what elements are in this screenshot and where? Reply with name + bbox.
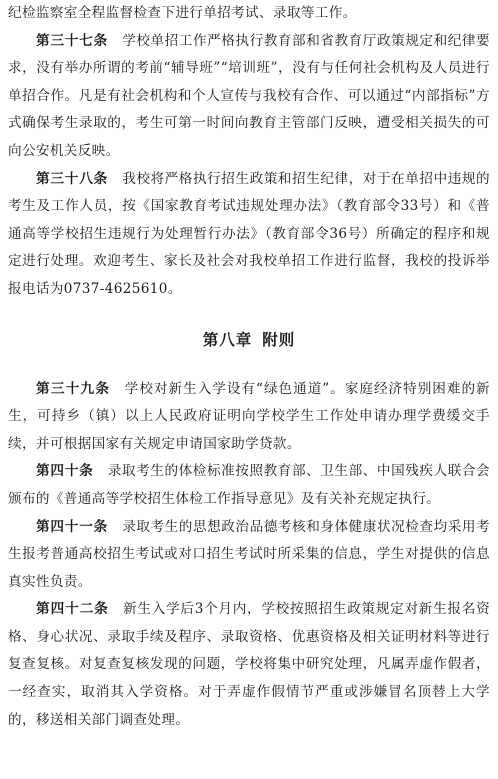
article-number: 第三十八条 <box>36 170 109 187</box>
article-number: 第四十二条 <box>36 601 109 618</box>
article-text: 新生入学后3个月内，学校按照招生政策规定对新生报名资格、身心状况、录取手续及程序、录取资格、优惠资格及相关证明材料等进行复查复核。对复查复核发现的问题，学校将集中研究处理，凡属弄虚作假者，一经查实，取消其入学资格。对于弄虚作假情节严重或涉嫌冒名顶替上大学的，移送相关部门调查处理。 <box>8 601 491 728</box>
article-42 <box>8 596 490 734</box>
article-text: 录取考生的体检标准按照教育部、卫生部、中国残疾人联合会颁布的《普通高等学校招生体检工作指导意见》及有关补充规定执行。 <box>8 463 490 507</box>
article-number: 第三十七条 <box>36 32 109 49</box>
article-text: 录取考生的思想政治品德考核和身体健康状况检查均采用考生报考普通高校招生考试或对口招生考试时所采集的信息，学生对提供的信息真实性负责。 <box>8 518 490 590</box>
chapter-title: 附则 <box>262 330 296 349</box>
article-41 <box>8 514 490 597</box>
chapter-heading <box>8 328 490 350</box>
article-40 <box>8 458 490 513</box>
chapter-number: 第八章 <box>202 330 253 349</box>
article-38 <box>8 166 490 304</box>
article-text: 学校单招工作严格执行教育部和省教育厅政策规定和纪律要求，没有举办所谓的考前“辅导班”“培训班”，没有与任何社会机构及人员进行单招合作。凡是有社会机构和个人宣传与我校有合作、可以通过“内部指标”方式确保考生录取的，考生可第一时间向教育主管部门反映，遭受相关损失的可向公安机关反映。 <box>8 32 490 159</box>
article-number: 第三十九条 <box>36 380 111 397</box>
article-number: 第四十一条 <box>36 518 109 535</box>
article-39 <box>8 376 490 459</box>
article-text: 我校将严格执行招生政策和招生纪律，对于在单招中违规的考生及工作人员，按《国家教育考试违规处理办法》（教育部令33号）和《普通高等学校招生违规行为处理暂行办法》（教育部令36号）所确定的程序和规定进行处理。欢迎考生、家长及社会对我校单招工作进行监督，我校的投诉举报电话为0737-4625610。 <box>8 170 490 297</box>
article-text: 学校对新生入学设有“绿色通道”。家庭经济特别困难的新生，可持乡（镇）以上人民政府证明向学校学生工作处申请办理学费缓交手续，并可根据国家有关规定申请国家助学贷款。 <box>8 380 491 452</box>
article-37 <box>8 28 490 166</box>
article-number: 第四十条 <box>36 463 94 480</box>
continuation-paragraph: 纪检监察室全程监督检查下进行单招考试、录取等工作。 <box>8 5 357 21</box>
